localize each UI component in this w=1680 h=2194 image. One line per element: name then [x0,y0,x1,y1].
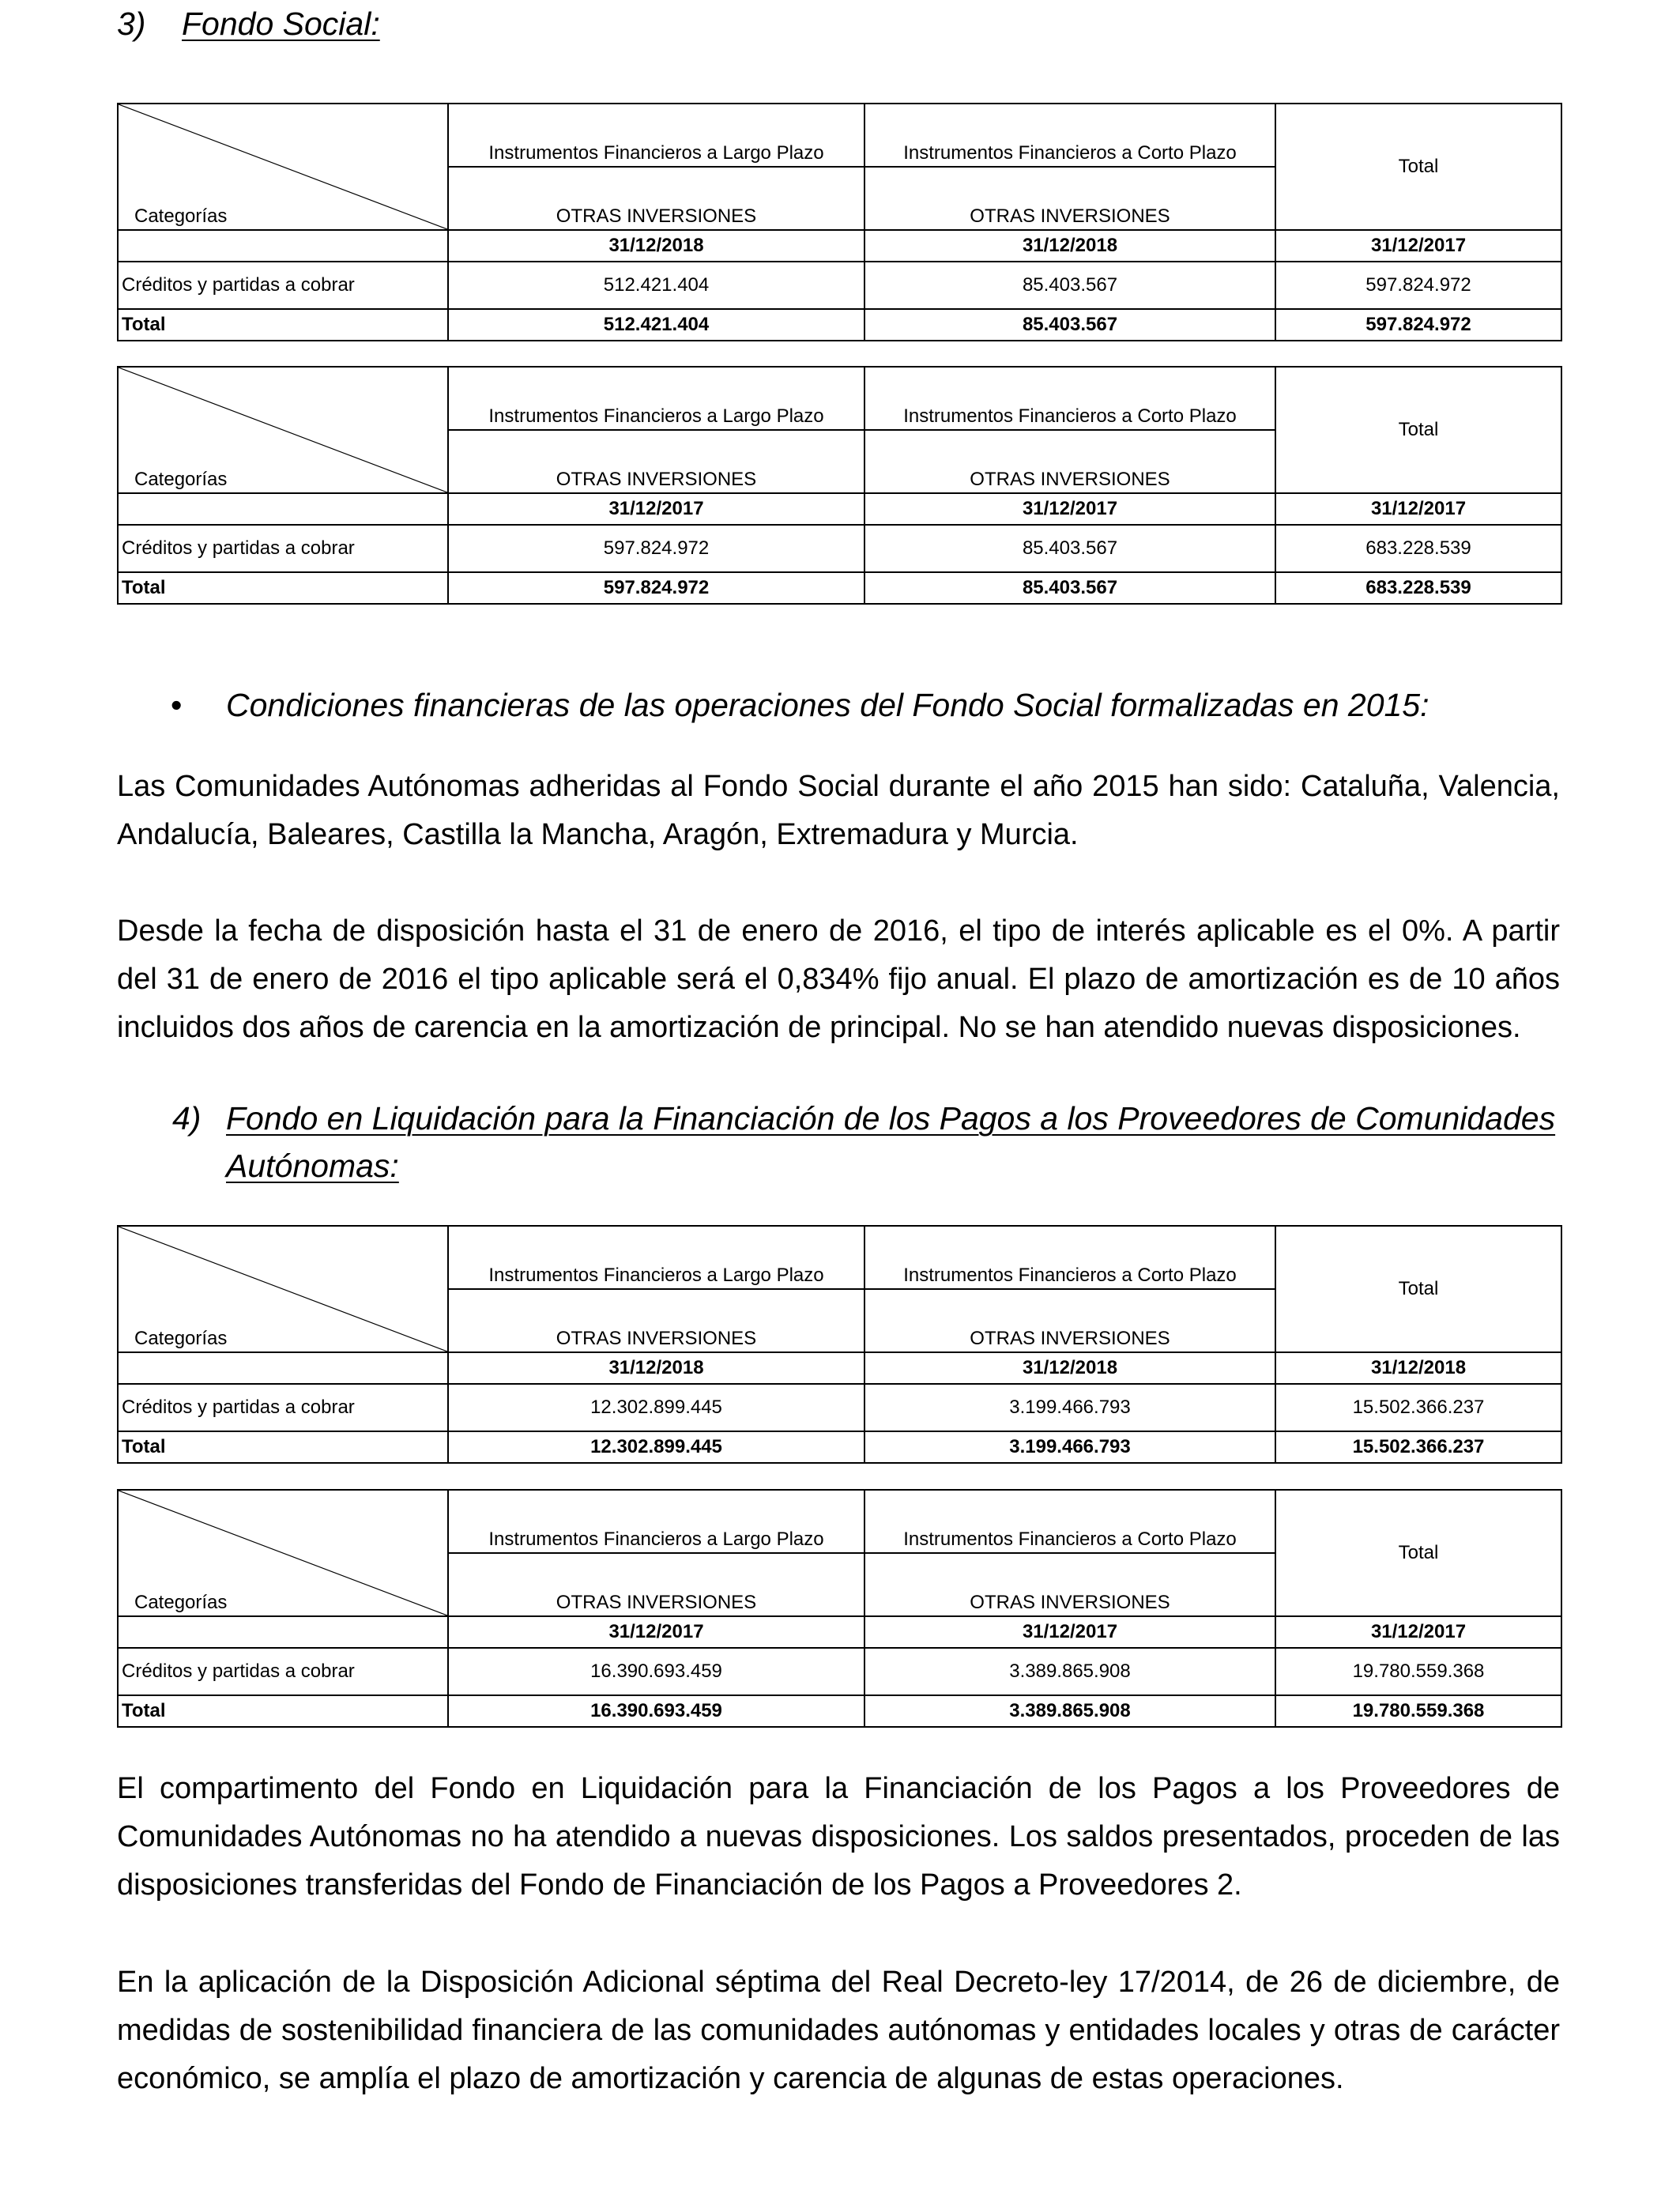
total-total: 597.824.972 [1275,309,1561,341]
date-total: 31/12/2017 [1275,1616,1561,1648]
paragraph-tipo-interes: Desde la fecha de disposición hasta el 31 de enero de 2016, el tipo de interés aplicable es el 0%. A partir del 31 de enero de 2016 el tipo aplicable será el 0,834% fijo anual. El plazo de amortización es de 10 años incluidos dos años de carencia en la amortización de principal. No se han atendido nuevas disposiciones. [117,914,1560,1044]
date-total: 31/12/2018 [1275,1352,1561,1384]
total-largo: 16.390.693.459 [448,1695,864,1727]
section-4-heading [172,1095,1610,1197]
col-header-total: Total [1275,104,1561,230]
value-largo: 512.421.404 [448,262,864,309]
paragraph-disposicion-adicional: En la aplicación de la Disposición Adicional séptima del Real Decreto-ley 17/2014, de 26 de diciembre, de medidas de sostenibilidad financiera de las comunidades autónomas y entidades locales y otras de carácter económico, se amplía el plazo de amortización y carencia de algunas de estas operaciones. [117,1966,1560,2095]
date-row [118,493,1561,525]
total-row [118,309,1561,341]
total-corto: 85.403.567 [864,572,1275,604]
sub-header-largo: OTRAS INVERSIONES [448,1289,864,1352]
row-label: Créditos y partidas a cobrar [118,262,448,309]
sub-header-corto: OTRAS INVERSIONES [864,1289,1275,1352]
header-row-top [118,367,1561,430]
sub-header-corto: OTRAS INVERSIONES [864,167,1275,230]
value-total: 683.228.539 [1275,525,1561,572]
bullet-dot: • [171,687,183,723]
value-corto: 85.403.567 [864,525,1275,572]
row-label: Créditos y partidas a cobrar [118,525,448,572]
section-3-number: 3) [117,6,146,42]
fondo-social-table-2017 [117,366,1562,605]
total-corto: 85.403.567 [864,309,1275,341]
total-label: Total [118,1695,448,1727]
col-header-corto-plazo: Instrumentos Financieros a Corto Plazo [864,1490,1275,1553]
row-label: Créditos y partidas a cobrar [118,1648,448,1695]
col-header-total: Total [1275,367,1561,493]
date-largo: 31/12/2017 [448,493,864,525]
col-header-largo-plazo: Instrumentos Financieros a Largo Plazo [448,1490,864,1553]
fondo-social-table-2018 [117,103,1562,341]
value-corto: 3.389.865.908 [864,1648,1275,1695]
total-largo: 597.824.972 [448,572,864,604]
fondo-liquidacion-table-2017 [117,1489,1562,1728]
row-label: Créditos y partidas a cobrar [118,1384,448,1431]
sub-header-largo: OTRAS INVERSIONES [448,430,864,493]
value-largo: 597.824.972 [448,525,864,572]
section-4-title: Fondo en Liquidación para la Financiación de los Pagos a los Proveedores de Comunidades Autónomas: [226,1100,1556,1184]
total-label: Total [118,572,448,604]
col-header-corto-plazo: Instrumentos Financieros a Corto Plazo [864,1226,1275,1289]
col-header-total: Total [1275,1490,1561,1616]
data-row [118,525,1561,572]
category-label: Categorías [134,1328,228,1349]
total-label: Total [118,1431,448,1463]
col-header-largo-plazo: Instrumentos Financieros a Largo Plazo [448,367,864,430]
data-row [118,262,1561,309]
date-row-empty [118,230,448,262]
date-corto: 31/12/2018 [864,230,1275,262]
total-largo: 512.421.404 [448,309,864,341]
paragraph-compartimento: El compartimento del Fondo en Liquidación para la Financiación de los Pagos a los Proveedores de Comunidades Autónomas no ha atendido a nuevas disposiciones. Los saldos presentados, proceden de las disposiciones transferidas del Fondo de Financiación de los Pagos a Proveedores 2. [117,1772,1560,1902]
total-corto: 3.389.865.908 [864,1695,1275,1727]
sub-header-corto: OTRAS INVERSIONES [864,1553,1275,1616]
date-row-empty [118,1616,448,1648]
category-corner-cell [118,1490,448,1616]
total-total: 15.502.366.237 [1275,1431,1561,1463]
category-corner-cell [118,1226,448,1352]
date-largo: 31/12/2017 [448,1616,864,1648]
header-row-top [118,104,1561,167]
date-total: 31/12/2017 [1275,230,1561,262]
date-row-empty [118,493,448,525]
paragraph-comunidades: Las Comunidades Autónomas adheridas al Fondo Social durante el año 2015 han sido: Cataluña, Valencia, Andalucía, Baleares, Castilla la Mancha, Aragón, Extremadura y Murcia. [117,770,1560,851]
sub-header-largo: OTRAS INVERSIONES [448,1553,864,1616]
section-3-heading [117,0,1618,47]
data-row [118,1648,1561,1695]
fondo-liquidacion-table-2018 [117,1225,1562,1464]
col-header-largo-plazo: Instrumentos Financieros a Largo Plazo [448,1226,864,1289]
data-row [118,1384,1561,1431]
col-header-largo-plazo: Instrumentos Financieros a Largo Plazo [448,104,864,167]
total-row [118,1695,1561,1727]
sub-header-largo: OTRAS INVERSIONES [448,167,864,230]
date-largo: 31/12/2018 [448,230,864,262]
total-label: Total [118,309,448,341]
total-total: 19.780.559.368 [1275,1695,1561,1727]
value-largo: 16.390.693.459 [448,1648,864,1695]
value-largo: 12.302.899.445 [448,1384,864,1431]
col-header-corto-plazo: Instrumentos Financieros a Corto Plazo [864,104,1275,167]
value-total: 19.780.559.368 [1275,1648,1561,1695]
total-corto: 3.199.466.793 [864,1431,1275,1463]
date-row [118,1616,1561,1648]
date-row-empty [118,1352,448,1384]
date-corto: 31/12/2018 [864,1352,1275,1384]
col-header-corto-plazo: Instrumentos Financieros a Corto Plazo [864,367,1275,430]
date-row [118,230,1561,262]
date-corto: 31/12/2017 [864,1616,1275,1648]
col-header-total: Total [1275,1226,1561,1352]
value-corto: 3.199.466.793 [864,1384,1275,1431]
date-largo: 31/12/2018 [448,1352,864,1384]
section-3-title: Fondo Social: [182,6,380,42]
header-row-top [118,1226,1561,1289]
section-4-number: 4) [172,1100,202,1137]
date-total: 31/12/2017 [1275,493,1561,525]
category-corner-cell [118,367,448,493]
category-label: Categorías [134,1592,228,1613]
value-total: 597.824.972 [1275,262,1561,309]
total-row [118,572,1561,604]
date-row [118,1352,1561,1384]
sub-header-corto: OTRAS INVERSIONES [864,430,1275,493]
total-total: 683.228.539 [1275,572,1561,604]
value-total: 15.502.366.237 [1275,1384,1561,1431]
category-label: Categorías [134,469,228,490]
header-row-top [118,1490,1561,1553]
bullet-text: Condiciones financieras de las operaciones del Fondo Social formalizadas en 2015: [226,687,1430,723]
category-corner-cell [118,104,448,230]
total-largo: 12.302.899.445 [448,1431,864,1463]
category-label: Categorías [134,205,228,227]
value-corto: 85.403.567 [864,262,1275,309]
date-corto: 31/12/2017 [864,493,1275,525]
total-row [118,1431,1561,1463]
